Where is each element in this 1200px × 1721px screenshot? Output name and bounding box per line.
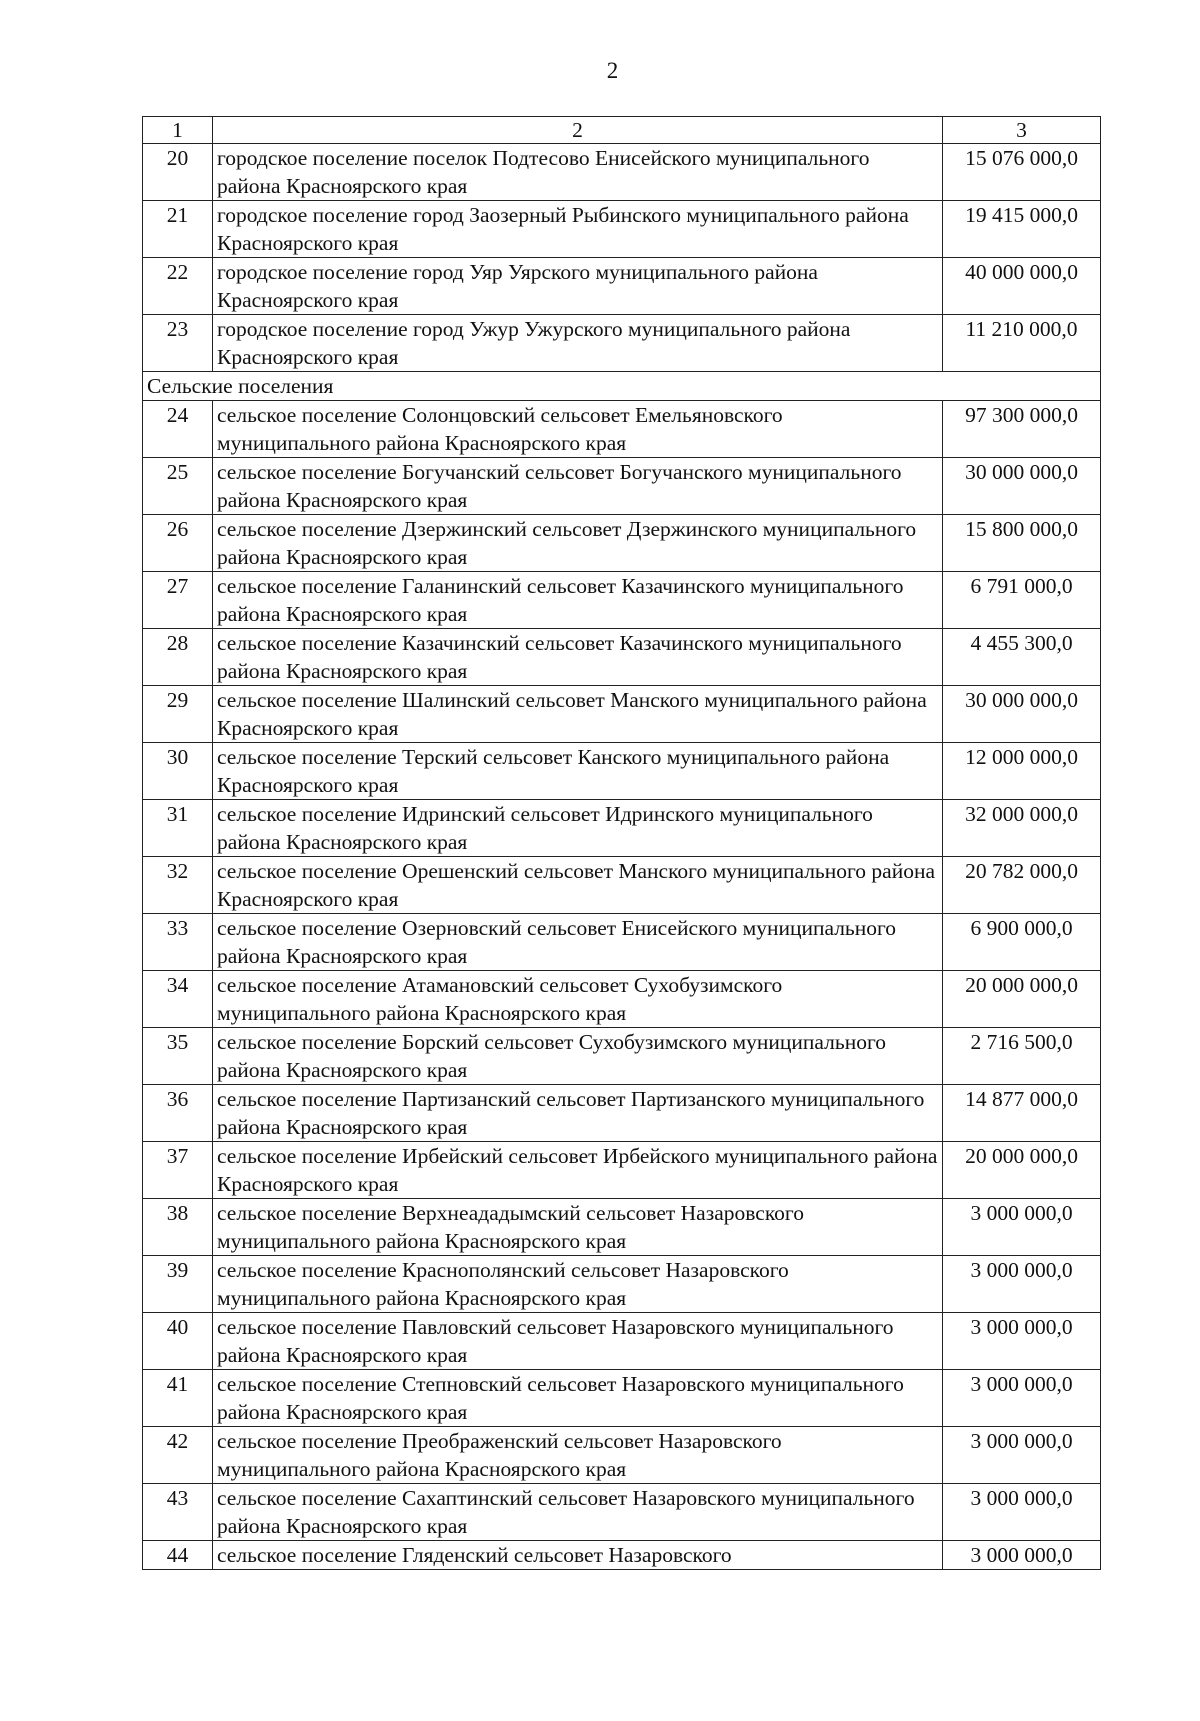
row-number: 38 <box>143 1199 213 1256</box>
table-row <box>143 914 1101 971</box>
row-number: 42 <box>143 1427 213 1484</box>
settlement-name: городское поселение город Уяр Уярского муниципального района Красноярского края <box>213 258 943 315</box>
settlement-name: сельское поселение Казачинский сельсовет Казачинского муниципального района Красноярского края <box>213 629 943 686</box>
row-number: 43 <box>143 1484 213 1541</box>
amount: 14 877 000,0 <box>943 1085 1101 1142</box>
table-row <box>143 1370 1101 1427</box>
settlement-name: городское поселение поселок Подтесово Енисейского муниципального района Красноярского края <box>213 144 943 201</box>
table-row <box>143 629 1101 686</box>
row-number: 33 <box>143 914 213 971</box>
settlement-name: сельское поселение Идринский сельсовет Идринского муниципального района Красноярского края <box>213 800 943 857</box>
header-col-3: 3 <box>943 117 1101 144</box>
table-row <box>143 800 1101 857</box>
amount: 4 455 300,0 <box>943 629 1101 686</box>
settlement-name: сельское поселение Орешенский сельсовет Манского муниципального района Красноярского края <box>213 857 943 914</box>
amount: 40 000 000,0 <box>943 258 1101 315</box>
settlement-name: сельское поселение Краснополянский сельсовет Назаровского муниципального района Красноярского края <box>213 1256 943 1313</box>
row-number: 27 <box>143 572 213 629</box>
amount: 20 000 000,0 <box>943 971 1101 1028</box>
table-row <box>143 458 1101 515</box>
amount: 11 210 000,0 <box>943 315 1101 372</box>
settlement-name: сельское поселение Терский сельсовет Канского муниципального района Красноярского края <box>213 743 943 800</box>
row-number: 36 <box>143 1085 213 1142</box>
amount: 3 000 000,0 <box>943 1313 1101 1370</box>
row-number: 22 <box>143 258 213 315</box>
amount: 20 000 000,0 <box>943 1142 1101 1199</box>
row-number: 34 <box>143 971 213 1028</box>
table-row <box>143 1541 1101 1570</box>
settlement-name: сельское поселение Павловский сельсовет Назаровского муниципального района Красноярского края <box>213 1313 943 1370</box>
row-number: 23 <box>143 315 213 372</box>
amount: 3 000 000,0 <box>943 1427 1101 1484</box>
amount: 6 791 000,0 <box>943 572 1101 629</box>
table-row <box>143 971 1101 1028</box>
settlement-name: сельское поселение Степновский сельсовет Назаровского муниципального района Красноярского края <box>213 1370 943 1427</box>
row-number: 37 <box>143 1142 213 1199</box>
row-number: 44 <box>143 1541 213 1570</box>
row-number: 21 <box>143 201 213 258</box>
row-number: 25 <box>143 458 213 515</box>
settlement-name: сельское поселение Преображенский сельсовет Назаровского муниципального района Красноярского края <box>213 1427 943 1484</box>
amount: 3 000 000,0 <box>943 1484 1101 1541</box>
section-row <box>143 372 1101 401</box>
row-number: 30 <box>143 743 213 800</box>
settlement-name: сельское поселение Озерновский сельсовет Енисейского муниципального района Красноярского края <box>213 914 943 971</box>
row-number: 24 <box>143 401 213 458</box>
settlement-name: сельское поселение Гляденский сельсовет Назаровского <box>213 1541 943 1570</box>
section-title: Сельские поселения <box>143 372 1101 401</box>
table-row <box>143 572 1101 629</box>
amount: 32 000 000,0 <box>943 800 1101 857</box>
table-row <box>143 686 1101 743</box>
settlement-name: городское поселение город Заозерный Рыбинского муниципального района Красноярского края <box>213 201 943 258</box>
table-row <box>143 1427 1101 1484</box>
amount: 3 000 000,0 <box>943 1256 1101 1313</box>
amount: 19 415 000,0 <box>943 201 1101 258</box>
amount: 15 076 000,0 <box>943 144 1101 201</box>
page-number: 2 <box>606 58 619 83</box>
row-number: 31 <box>143 800 213 857</box>
settlement-name: сельское поселение Шалинский сельсовет Манского муниципального района Красноярского края <box>213 686 943 743</box>
settlement-name: сельское поселение Борский сельсовет Сухобузимского муниципального района Красноярского края <box>213 1028 943 1085</box>
table-row <box>143 1028 1101 1085</box>
table-row <box>143 258 1101 315</box>
row-number: 35 <box>143 1028 213 1085</box>
row-number: 26 <box>143 515 213 572</box>
table-row <box>143 515 1101 572</box>
header-col-1: 1 <box>143 117 213 144</box>
table-row <box>143 144 1101 201</box>
row-number: 40 <box>143 1313 213 1370</box>
settlement-name: сельское поселение Галанинский сельсовет Казачинского муниципального района Красноярского края <box>213 572 943 629</box>
amount: 20 782 000,0 <box>943 857 1101 914</box>
row-number: 39 <box>143 1256 213 1313</box>
amount: 30 000 000,0 <box>943 686 1101 743</box>
table-row <box>143 1256 1101 1313</box>
table-row <box>143 1142 1101 1199</box>
row-number: 29 <box>143 686 213 743</box>
table-row <box>143 1484 1101 1541</box>
table-row <box>143 1199 1101 1256</box>
settlement-name: сельское поселение Богучанский сельсовет Богучанского муниципального района Красноярского края <box>213 458 943 515</box>
settlement-name: сельское поселение Солонцовский сельсовет Емельяновского муниципального района Красноярского края <box>213 401 943 458</box>
amount: 2 716 500,0 <box>943 1028 1101 1085</box>
amount: 3 000 000,0 <box>943 1199 1101 1256</box>
settlement-name: сельское поселение Атамановский сельсовет Сухобузимского муниципального района Красноярского края <box>213 971 943 1028</box>
settlement-name: сельское поселение Дзержинский сельсовет Дзержинского муниципального района Красноярского края <box>213 515 943 572</box>
header-col-2: 2 <box>213 117 943 144</box>
row-number: 20 <box>143 144 213 201</box>
table-row <box>143 401 1101 458</box>
amount: 30 000 000,0 <box>943 458 1101 515</box>
table-row <box>143 1313 1101 1370</box>
table-row <box>143 1085 1101 1142</box>
row-number: 28 <box>143 629 213 686</box>
settlement-name: сельское поселение Верхнеададымский сельсовет Назаровского муниципального района Красноярского края <box>213 1199 943 1256</box>
amount: 3 000 000,0 <box>943 1541 1101 1570</box>
table-row <box>143 743 1101 800</box>
settlement-name: сельское поселение Сахаптинский сельсовет Назаровского муниципального района Красноярского края <box>213 1484 943 1541</box>
amount: 15 800 000,0 <box>943 515 1101 572</box>
table-row <box>143 201 1101 258</box>
settlement-name: сельское поселение Ирбейский сельсовет Ирбейского муниципального района Красноярского края <box>213 1142 943 1199</box>
amount: 97 300 000,0 <box>943 401 1101 458</box>
table-row <box>143 315 1101 372</box>
row-number: 41 <box>143 1370 213 1427</box>
amount: 3 000 000,0 <box>943 1370 1101 1427</box>
settlement-name: сельское поселение Партизанский сельсовет Партизанского муниципального района Красноярского края <box>213 1085 943 1142</box>
row-number: 32 <box>143 857 213 914</box>
table-header-row <box>143 117 1101 144</box>
settlement-name: городское поселение город Ужур Ужурского муниципального района Красноярского края <box>213 315 943 372</box>
amount: 12 000 000,0 <box>943 743 1101 800</box>
table-row <box>143 857 1101 914</box>
table-body <box>143 117 1101 1570</box>
allocation-table <box>142 116 1101 1570</box>
amount: 6 900 000,0 <box>943 914 1101 971</box>
